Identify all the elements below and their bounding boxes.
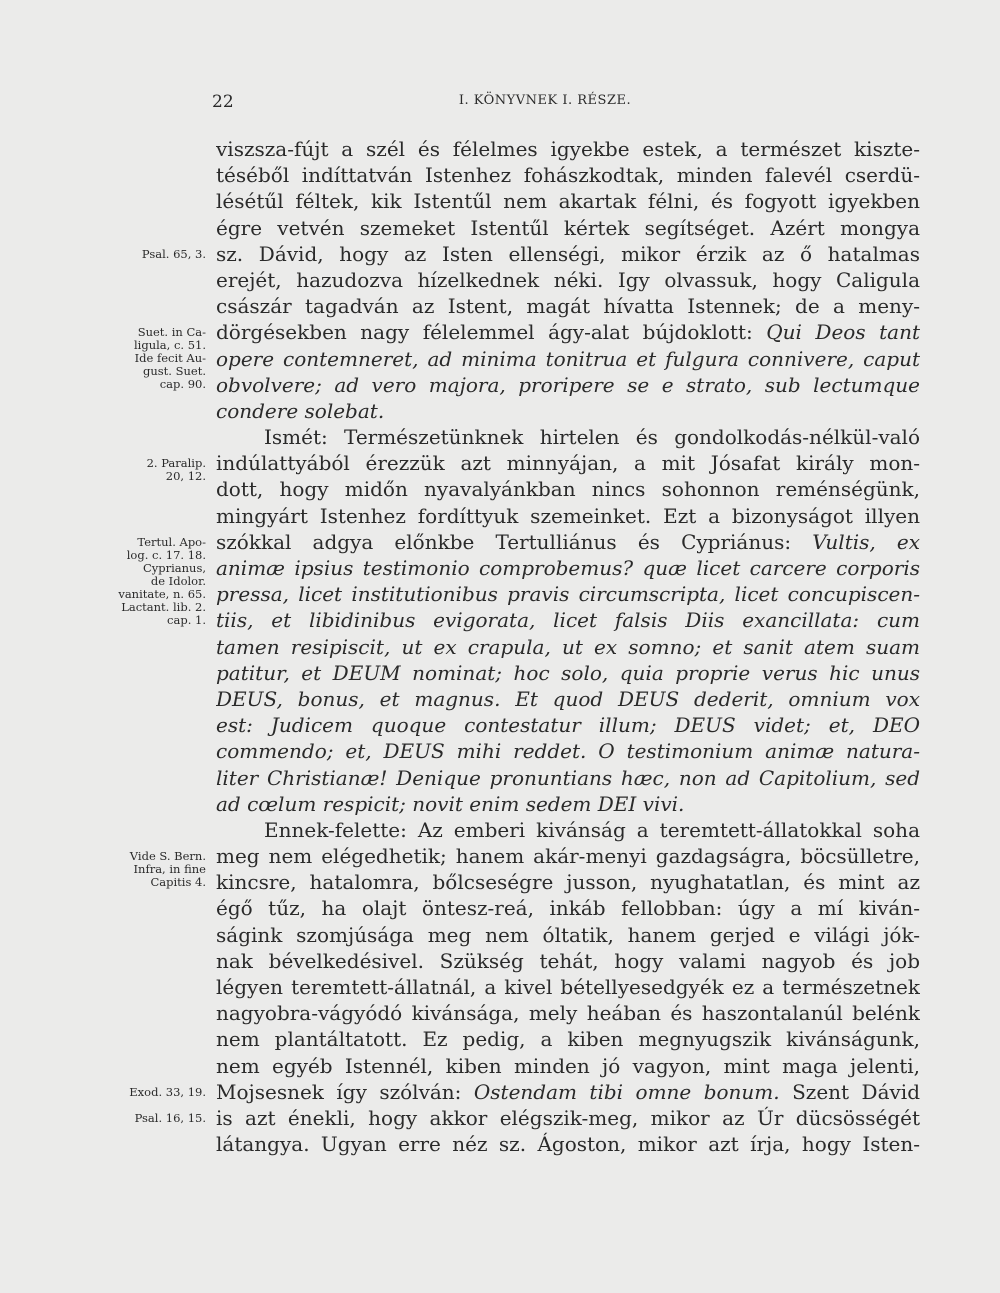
text-span: viszsza-fújt a szél és félelmes igyekbe estek, a természet kiszte-	[216, 137, 920, 161]
text-span: dörgésekben nagy félelemmel ágy-alat bújdoklott:	[216, 320, 767, 345]
text-span: Szent Dávid	[779, 1079, 920, 1104]
text-span: téséből indíttatván Istenhez fohászkodtak, minden falevél cserdü-	[216, 163, 920, 188]
text-span: indúlattyából érezzük azt minnyájan, a mit Jósafat király mon-	[216, 451, 920, 476]
text-line	[216, 267, 920, 293]
text-line	[216, 555, 920, 581]
text-line	[216, 581, 920, 607]
margin-note-line: Capitis 4.	[150, 875, 206, 890]
text-line	[216, 346, 920, 372]
latin-quote: pressa, licet institutionibus pravis circumscripta, licet concupiscen-	[216, 582, 920, 607]
latin-quote: Qui Deos tant	[766, 320, 920, 345]
text-line	[216, 948, 920, 974]
latin-quote: obvolvere; ad vero majora, proripere se e strato, sub lectumque	[216, 372, 920, 397]
margin-note-line: Ide fecit Au-	[134, 351, 206, 366]
margin-note-line: 2. Paralip.	[146, 456, 206, 471]
latin-quote: Ostendam tibi omne bonum.	[473, 1079, 780, 1104]
margin-note-line: Vide S. Bern.	[129, 849, 206, 864]
text-span: Ismét: Természetünknek hirtelen és gondolkodás-nélkül-való	[264, 425, 920, 450]
latin-quote: patitur, et DEUM nominat; hoc solo, quia proprie verus hic unus	[216, 660, 920, 685]
margin-note	[110, 1086, 206, 1099]
latin-quote: tiis, et libidinibus evigorata, licet falsis Diis exancillata: cum	[216, 608, 920, 633]
latin-quote: tamen resipiscit, ut ex crapula, ut ex somno; et sanit atem suam	[216, 634, 920, 659]
text-line	[216, 686, 920, 712]
text-line	[216, 476, 920, 502]
text-span: szókkal adgya előnkbe Tertulliánus és Cypriánus:	[216, 529, 813, 554]
text-line	[216, 634, 920, 660]
latin-quote: liter Christianæ! Denique pronuntians hæc, non ad Capitolium, sed	[216, 765, 920, 790]
margin-note-line: Infra, in fine	[133, 862, 206, 877]
page-number: 22	[212, 92, 234, 112]
margin-note-line: ligula, c. 51.	[133, 338, 206, 353]
margin-note-line: 20, 12.	[165, 469, 206, 484]
text-span: mingyárt Istenhez fordíttyuk szemeinket. Ezt a bizonyságot illyen	[216, 503, 920, 528]
margin-note-line: vanitate, n. 65.	[118, 587, 206, 601]
latin-quote: DEUS, bonus, et magnus. Et quod DEUS dederit, omnium vox	[216, 686, 920, 711]
margin-note	[110, 326, 206, 391]
text-span: császár tagadván az Istent, magát hívatta Istennek; de a meny-	[216, 294, 920, 319]
text-span: erejét, hazudozva hízelkednek néki. Igy olvassuk, hogy Caligula	[216, 267, 920, 292]
text-line	[216, 1105, 920, 1131]
text-line	[216, 319, 920, 345]
text-line	[216, 712, 920, 738]
text-line	[216, 398, 920, 424]
latin-quote: commendo; et, DEUS mihi reddet. O testimonium animæ natura-	[216, 739, 920, 764]
text-line	[216, 765, 920, 791]
margin-note-line: cap. 1.	[167, 613, 206, 627]
text-line	[216, 1000, 920, 1026]
body-text	[216, 136, 920, 1157]
text-line	[216, 817, 920, 843]
text-span: légyen teremtett-állatnál, a kivel bétellyesedgyék ez a természetnek	[216, 975, 920, 999]
text-line	[216, 738, 920, 764]
text-span: dott, hogy midőn nyavalyánkban nincs sohonnon reménségünk,	[216, 477, 920, 502]
margin-note	[110, 850, 206, 889]
text-line	[216, 660, 920, 686]
margin-note-line: cap. 90.	[159, 377, 206, 392]
margin-note-line: gust. Suet.	[143, 364, 206, 379]
text-line	[216, 607, 920, 633]
text-span: Mojsesnek így szólván:	[216, 1079, 474, 1104]
text-line	[216, 1053, 920, 1079]
text-line	[216, 241, 920, 267]
latin-quote: Vultis, ex	[812, 529, 920, 554]
text-span: meg nem elégedhetik; hanem akár-menyi gazdagságra, böcsülletre,	[216, 844, 920, 869]
running-head: I. KÖNYVNEK I. RÉSZE.	[458, 93, 632, 108]
margin-note	[110, 248, 206, 261]
text-line	[216, 188, 920, 214]
margin-note-line: Cyprianus,	[142, 561, 206, 575]
text-line	[216, 450, 920, 476]
margin-note-line: de Idolor.	[150, 574, 206, 588]
text-line	[216, 922, 920, 948]
text-span: is azt énekli, hogy akkor elégszik-meg, mikor az Úr dücsösségét	[216, 1105, 920, 1130]
text-span: nagyobra-vágyódó kivánsága, mely heában és haszontalanúl belénk	[216, 1001, 920, 1026]
text-span: ságink szomjúsága meg nem óltatik, hanem gerjed e világi jók-	[216, 922, 920, 947]
margin-note	[110, 1112, 206, 1125]
text-span: látangya. Ugyan erre néz sz. Ágoston, mikor azt írja, hogy Isten-	[216, 1132, 920, 1157]
text-line	[216, 1026, 920, 1052]
text-line	[216, 215, 920, 241]
latin-quote: animæ ipsius testimonio comprobemus? quæ licet carcere corporis	[216, 556, 920, 580]
margin-note-line: Suet. in Ca-	[137, 325, 206, 340]
margin-note	[110, 457, 206, 483]
text-span: Ennek-felette: Az emberi kivánság a teremtett-állatokkal soha	[264, 817, 920, 842]
text-line	[216, 424, 920, 450]
margin-note-line: Exod. 33, 19.	[129, 1085, 206, 1100]
margin-note-line: Lactant. lib. 2.	[121, 600, 206, 614]
text-line	[216, 895, 920, 921]
text-line	[216, 1131, 920, 1157]
text-line	[216, 162, 920, 188]
text-span: nem plantáltatott. Ez pedig, a kiben megnyugszik kivánságunk,	[216, 1027, 920, 1052]
latin-quote: ad cœlum respicit; novit enim sedem DEI vivi.	[216, 791, 685, 816]
text-line	[216, 791, 920, 817]
latin-quote: opere contemneret, ad minima tonitrua et fulgura connivere, caput	[216, 346, 920, 371]
text-span: sz. Dávid, hogy az Isten ellenségi, mikor érzik az ő hatalmas	[216, 241, 920, 266]
text-span: kincsre, hatalomra, bőlcseségre jusson, nyughatatlan, és mint az	[216, 870, 920, 895]
text-span: égre vetvén szemeket Istentűl kértek segítséget. Azért mongya	[216, 215, 920, 240]
text-line	[216, 293, 920, 319]
margin-note	[110, 536, 206, 627]
text-span: nem egyéb Istennél, kiben minden jó vagyon, mint maga jelenti,	[216, 1053, 920, 1078]
text-line	[216, 1079, 920, 1105]
text-line	[216, 372, 920, 398]
text-line	[216, 529, 920, 555]
text-line	[216, 869, 920, 895]
margin-note-line: Tertul. Apo-	[137, 535, 206, 549]
text-span: nak bévelkedésivel. Szükség tehát, hogy valami nagyob és job	[216, 948, 920, 973]
latin-quote: est: Judicem quoque contestatur illum; DEUS videt; et, DEO	[216, 713, 920, 738]
text-span: lésétűl féltek, kik Istentűl nem akartak félni, és fogyott igyekben	[216, 189, 920, 214]
text-span: égő tűz, ha olajt öntesz-reá, inkáb fellobban: úgy a mí kiván-	[216, 896, 920, 921]
margin-note-line: Psal. 65, 3.	[141, 246, 206, 261]
text-line	[216, 503, 920, 529]
margin-note-line: log. c. 17. 18.	[126, 548, 206, 562]
margin-note-line: Psal. 16, 15.	[134, 1111, 206, 1126]
text-line	[216, 843, 920, 869]
latin-quote: condere solebat.	[216, 398, 385, 423]
text-line	[216, 974, 920, 1000]
text-line	[216, 136, 920, 162]
